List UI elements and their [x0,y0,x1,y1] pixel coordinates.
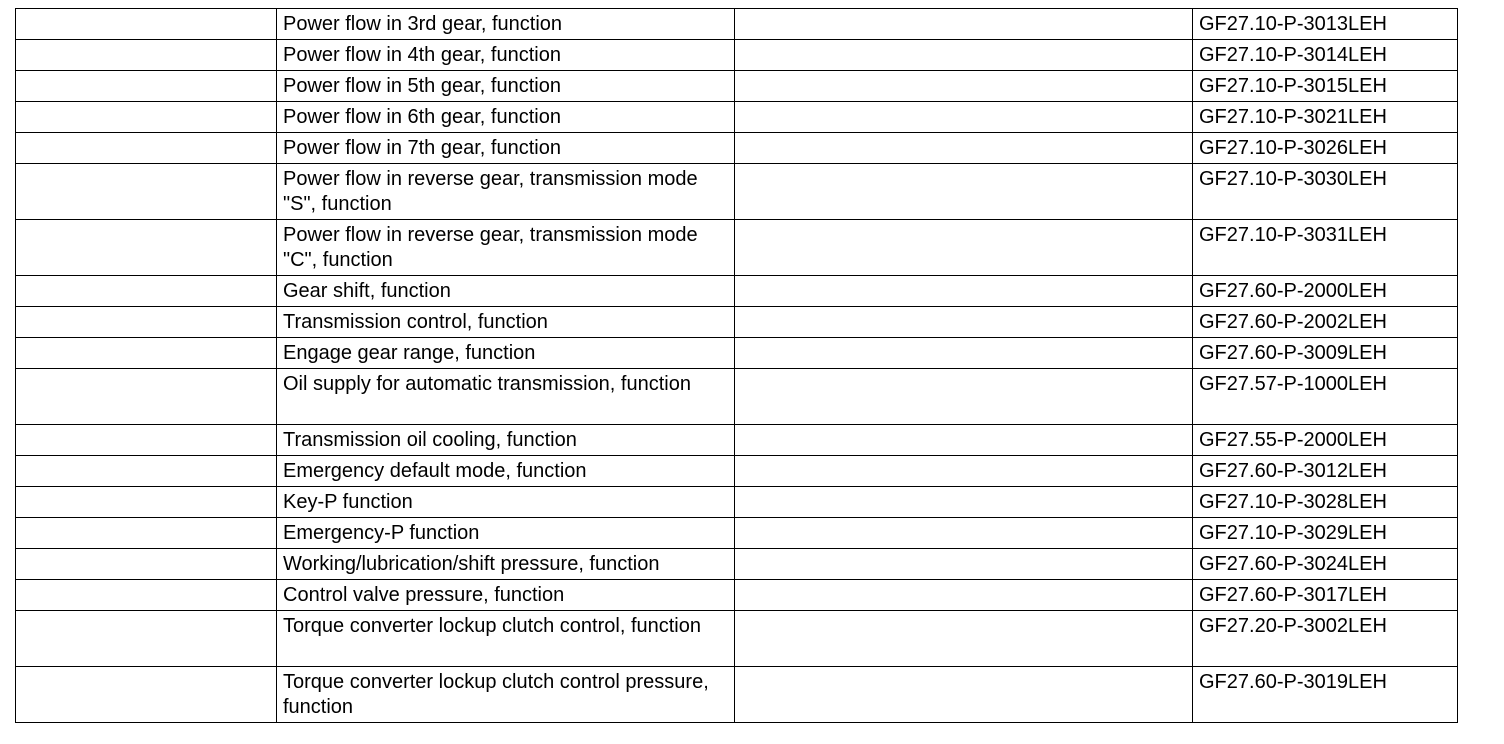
table-row [16,580,1458,611]
document-code-cell: GF27.20-P-3002LEH [1193,611,1458,667]
table-row [16,276,1458,307]
description-cell: Torque converter lockup clutch control, function [277,611,735,667]
document-code-cell: GF27.60-P-2002LEH [1193,307,1458,338]
document-code-cell: GF27.10-P-3028LEH [1193,487,1458,518]
description-cell: Gear shift, function [277,276,735,307]
empty-cell [735,425,1193,456]
description-cell: Oil supply for automatic transmission, function [277,369,735,425]
table-row [16,667,1458,723]
document-code-cell: GF27.60-P-2000LEH [1193,276,1458,307]
document-code-cell: GF27.60-P-3017LEH [1193,580,1458,611]
empty-cell [16,220,277,276]
function-reference-table [15,8,1458,723]
empty-cell [735,40,1193,71]
table-row [16,487,1458,518]
empty-cell [16,40,277,71]
empty-cell [16,133,277,164]
empty-cell [735,307,1193,338]
description-cell: Power flow in 6th gear, function [277,102,735,133]
empty-cell [735,456,1193,487]
document-code-cell: GF27.55-P-2000LEH [1193,425,1458,456]
empty-cell [16,102,277,133]
document-code-cell: GF27.60-P-3009LEH [1193,338,1458,369]
description-cell: Engage gear range, function [277,338,735,369]
empty-cell [16,369,277,425]
description-cell: Working/lubrication/shift pressure, function [277,549,735,580]
empty-cell [16,276,277,307]
document-code-cell: GF27.10-P-3013LEH [1193,9,1458,40]
description-cell: Transmission oil cooling, function [277,425,735,456]
description-cell: Emergency-P function [277,518,735,549]
empty-cell [735,102,1193,133]
empty-cell [16,456,277,487]
empty-cell [735,369,1193,425]
document-code-cell: GF27.10-P-3030LEH [1193,164,1458,220]
table-row [16,611,1458,667]
empty-cell [16,425,277,456]
description-cell: Torque converter lockup clutch control pressure, function [277,667,735,723]
empty-cell [735,549,1193,580]
description-cell: Control valve pressure, function [277,580,735,611]
description-cell: Transmission control, function [277,307,735,338]
empty-cell [735,164,1193,220]
description-cell: Power flow in reverse gear, transmission mode "S", function [277,164,735,220]
empty-cell [735,133,1193,164]
document-code-cell: GF27.10-P-3014LEH [1193,40,1458,71]
table-row [16,71,1458,102]
description-cell: Key-P function [277,487,735,518]
document-code-cell: GF27.57-P-1000LEH [1193,369,1458,425]
empty-cell [735,518,1193,549]
empty-cell [735,276,1193,307]
table-row [16,164,1458,220]
table-row [16,338,1458,369]
empty-cell [735,487,1193,518]
empty-cell [16,307,277,338]
document-code-cell: GF27.10-P-3029LEH [1193,518,1458,549]
empty-cell [16,164,277,220]
description-cell: Emergency default mode, function [277,456,735,487]
table-row [16,518,1458,549]
empty-cell [16,580,277,611]
description-cell: Power flow in 7th gear, function [277,133,735,164]
empty-cell [16,667,277,723]
description-cell: Power flow in 5th gear, function [277,71,735,102]
description-cell: Power flow in 4th gear, function [277,40,735,71]
document-code-cell: GF27.10-P-3015LEH [1193,71,1458,102]
table-row [16,133,1458,164]
document-code-cell: GF27.10-P-3021LEH [1193,102,1458,133]
empty-cell [735,9,1193,40]
table-row [16,220,1458,276]
table-row [16,369,1458,425]
empty-cell [16,611,277,667]
empty-cell [735,611,1193,667]
empty-cell [735,338,1193,369]
document-code-cell: GF27.10-P-3026LEH [1193,133,1458,164]
empty-cell [16,549,277,580]
table-row [16,549,1458,580]
empty-cell [16,518,277,549]
empty-cell [16,71,277,102]
empty-cell [16,338,277,369]
table-row [16,425,1458,456]
table-row [16,9,1458,40]
empty-cell [735,220,1193,276]
empty-cell [735,71,1193,102]
table-row [16,102,1458,133]
table-row [16,456,1458,487]
document-code-cell: GF27.60-P-3019LEH [1193,667,1458,723]
document-code-cell: GF27.60-P-3024LEH [1193,549,1458,580]
empty-cell [735,667,1193,723]
document-code-cell: GF27.10-P-3031LEH [1193,220,1458,276]
empty-cell [16,487,277,518]
table-row [16,40,1458,71]
document-code-cell: GF27.60-P-3012LEH [1193,456,1458,487]
description-cell: Power flow in reverse gear, transmission mode "C", function [277,220,735,276]
empty-cell [16,9,277,40]
empty-cell [735,580,1193,611]
description-cell: Power flow in 3rd gear, function [277,9,735,40]
table-row [16,307,1458,338]
